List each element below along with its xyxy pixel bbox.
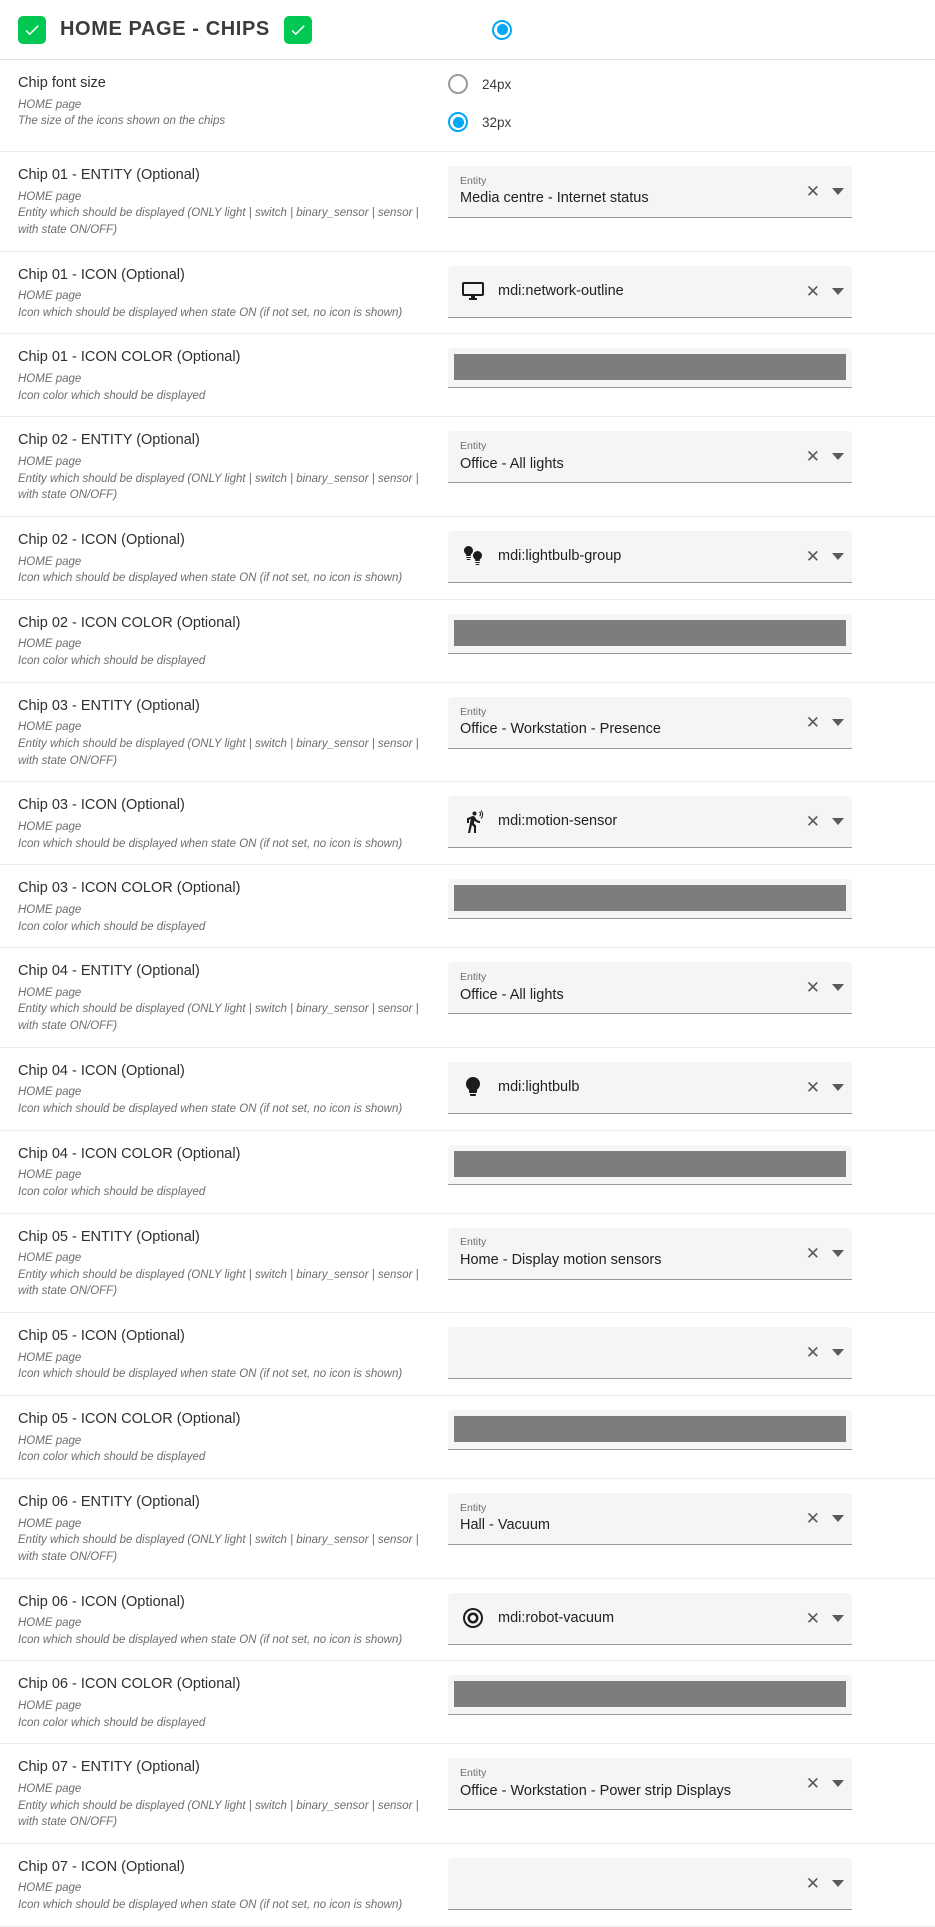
- row-description: Icon color which should be displayed: [18, 920, 206, 933]
- row-control: [448, 429, 917, 483]
- icon-select-field[interactable]: [448, 796, 852, 848]
- field-text: [460, 1502, 796, 1535]
- row-title: Chip 03 - ENTITY (Optional): [18, 697, 200, 714]
- chip-font-size-row: [0, 60, 935, 152]
- entity-row: [0, 152, 935, 252]
- header-checkbox-right[interactable]: [284, 16, 312, 44]
- clear-icon[interactable]: ✕: [805, 1243, 820, 1263]
- row-page: HOME page: [18, 1617, 82, 1630]
- icon-color-row: [0, 1396, 935, 1479]
- color-swatch[interactable]: [454, 1681, 846, 1707]
- row-page: HOME page: [18, 555, 82, 568]
- chip-font-size-title: Chip font size: [18, 75, 106, 91]
- field-floating-label: Entity: [460, 1236, 487, 1249]
- icon-row: [0, 1313, 935, 1396]
- row-control: [448, 612, 917, 654]
- row-description: Icon color which should be displayed: [18, 1451, 206, 1464]
- row-control: [448, 794, 917, 848]
- settings-rows: [0, 152, 935, 1927]
- row-description: Entity which should be displayed (ONLY light | switch | binary_sensor | sensor | with state ON/OFF): [18, 1534, 419, 1563]
- row-page: HOME page: [18, 455, 82, 468]
- icon-color-row: [0, 1661, 935, 1744]
- row-page: HOME page: [18, 373, 82, 386]
- icon-color-row: [0, 865, 935, 948]
- row-page: HOME page: [18, 1882, 82, 1895]
- field-value[interactable]: Media centre - Internet status: [460, 190, 649, 207]
- field-value[interactable]: mdi:network-outline: [498, 282, 624, 299]
- entity-select-field[interactable]: [448, 962, 852, 1014]
- row-control: [448, 1673, 917, 1715]
- clear-icon[interactable]: ✕: [805, 447, 820, 467]
- page-header: [0, 0, 935, 60]
- row-page: HOME page: [18, 638, 82, 651]
- radio-24px-label: 24px: [482, 76, 512, 92]
- row-description: Icon color which should be displayed: [18, 1716, 206, 1729]
- row-title: Chip 04 - ENTITY (Optional): [18, 963, 200, 980]
- row-page: HOME page: [18, 1086, 82, 1099]
- row-labels: [18, 1226, 448, 1301]
- entity-row: [0, 1744, 935, 1844]
- field-floating-label: Entity: [460, 174, 487, 187]
- no-icon-placeholder: [460, 1340, 486, 1366]
- entity-row: [0, 948, 935, 1048]
- icon-color-row: [0, 600, 935, 683]
- chevron-down-icon[interactable]: [832, 1615, 844, 1622]
- row-title: Chip 07 - ENTITY (Optional): [18, 1759, 200, 1776]
- vacuum-icon: [460, 1605, 486, 1631]
- radio-32px[interactable]: [448, 112, 468, 132]
- field-actions: [796, 1775, 844, 1792]
- clear-icon[interactable]: ✕: [805, 281, 820, 301]
- row-description: Icon which should be displayed when state ON (if not set, no icon is shown): [18, 1102, 403, 1115]
- header-left-group: [18, 16, 478, 44]
- row-labels: [18, 877, 448, 935]
- row-labels: [18, 960, 448, 1035]
- color-picker-field[interactable]: [448, 1145, 852, 1185]
- row-control: [448, 164, 917, 218]
- icon-row: [0, 517, 935, 600]
- font-size-option-24[interactable]: [448, 74, 917, 94]
- field-value[interactable]: Home - Display motion sensors: [460, 1251, 662, 1268]
- row-control: [448, 695, 917, 749]
- chevron-down-icon[interactable]: [832, 1084, 844, 1091]
- row-labels: [18, 1060, 448, 1118]
- chevron-down-icon[interactable]: [832, 1780, 844, 1787]
- chip-font-size-labels: [18, 72, 448, 130]
- field-text: [460, 440, 796, 473]
- row-labels: [18, 794, 448, 852]
- row-title: Chip 05 - ENTITY (Optional): [18, 1228, 200, 1245]
- color-picker-field[interactable]: [448, 879, 852, 919]
- icon-select-field[interactable]: [448, 266, 852, 318]
- field-floating-label: Entity: [460, 705, 487, 718]
- chevron-down-icon[interactable]: [832, 288, 844, 295]
- color-picker-field[interactable]: [448, 614, 852, 654]
- font-size-option-32[interactable]: [448, 112, 917, 132]
- row-labels: [18, 1408, 448, 1466]
- row-labels: [18, 1591, 448, 1649]
- color-swatch[interactable]: [454, 620, 846, 646]
- header-right-group: [478, 20, 512, 40]
- field-value[interactable]: mdi:lightbulb-group: [498, 548, 622, 565]
- chevron-down-icon[interactable]: [832, 1250, 844, 1257]
- color-swatch[interactable]: [454, 1151, 846, 1177]
- chevron-down-icon[interactable]: [832, 553, 844, 560]
- row-description: Entity which should be displayed (ONLY light | switch | binary_sensor | sensor | with state ON/OFF): [18, 1003, 419, 1033]
- row-control: [448, 346, 917, 388]
- clear-icon[interactable]: ✕: [805, 1343, 820, 1363]
- entity-row: [0, 683, 935, 783]
- row-description: Icon color which should be displayed: [18, 655, 206, 668]
- field-text: [460, 971, 796, 1004]
- entity-select-field[interactable]: [448, 1228, 852, 1280]
- icon-row: [0, 1579, 935, 1662]
- row-description: Icon which should be displayed when state ON (if not set, no icon is shown): [18, 1368, 403, 1381]
- field-text: [460, 706, 796, 739]
- field-actions: [796, 548, 844, 565]
- row-title: Chip 03 - ICON (Optional): [18, 797, 185, 814]
- field-text: [498, 547, 796, 566]
- row-labels: [18, 264, 448, 322]
- field-value[interactable]: mdi:robot-vacuum: [498, 1609, 615, 1626]
- field-text: [460, 175, 796, 208]
- row-title: Chip 02 - ENTITY (Optional): [18, 432, 200, 449]
- row-control: [448, 1756, 917, 1810]
- clear-icon[interactable]: ✕: [805, 812, 820, 832]
- row-labels: [18, 429, 448, 504]
- field-actions: [796, 1510, 844, 1527]
- row-title: Chip 01 - ICON COLOR (Optional): [18, 349, 241, 366]
- chevron-down-icon[interactable]: [832, 984, 844, 991]
- row-labels: [18, 1325, 448, 1383]
- icon-select-field[interactable]: [448, 1327, 852, 1379]
- row-description: Icon which should be displayed when state ON (if not set, no icon is shown): [18, 837, 403, 850]
- field-actions: [796, 714, 844, 731]
- field-floating-label: Entity: [460, 1767, 487, 1780]
- row-labels: [18, 529, 448, 587]
- row-labels: [18, 346, 448, 404]
- row-control: [448, 1408, 917, 1450]
- row-description: Entity which should be displayed (ONLY light | switch | binary_sensor | sensor | with state ON/OFF): [18, 472, 419, 502]
- chevron-down-icon[interactable]: [832, 1515, 844, 1522]
- field-actions: [796, 1875, 844, 1892]
- row-page: HOME page: [18, 1169, 82, 1182]
- field-actions: [796, 1079, 844, 1096]
- row-page: HOME page: [18, 1700, 82, 1712]
- chip-font-size-desc: The size of the icons shown on the chips: [18, 115, 226, 128]
- chevron-down-icon[interactable]: [832, 188, 844, 195]
- field-floating-label: Entity: [460, 970, 487, 983]
- row-title: Chip 01 - ICON (Optional): [18, 266, 185, 283]
- field-actions: [796, 283, 844, 300]
- field-value[interactable]: Hall - Vacuum: [460, 1517, 550, 1534]
- field-actions: [796, 183, 844, 200]
- row-labels: [18, 612, 448, 670]
- chevron-down-icon[interactable]: [832, 818, 844, 825]
- row-description: Icon which should be displayed when state ON (if not set, no icon is shown): [18, 1899, 403, 1912]
- color-picker-field[interactable]: [448, 1675, 852, 1715]
- entity-select-field[interactable]: [448, 431, 852, 483]
- chevron-down-icon[interactable]: [832, 1349, 844, 1356]
- icon-color-row: [0, 1131, 935, 1214]
- row-description: Icon which should be displayed when state ON (if not set, no icon is shown): [18, 1633, 403, 1646]
- field-actions: [796, 1610, 844, 1627]
- row-description: Entity which should be displayed (ONLY light | switch | binary_sensor | sensor | with state ON/OFF): [18, 738, 419, 767]
- entity-select-field[interactable]: [448, 166, 852, 218]
- entity-select-field[interactable]: [448, 697, 852, 749]
- icon-color-row: [0, 334, 935, 417]
- row-labels: [18, 1856, 448, 1914]
- row-description: Icon which should be displayed when state ON (if not set, no icon is shown): [18, 572, 403, 585]
- radio-24px[interactable]: [448, 74, 468, 94]
- field-text: [460, 1767, 796, 1800]
- row-labels: [18, 1756, 448, 1831]
- row-page: HOME page: [18, 721, 82, 734]
- row-page: HOME page: [18, 903, 82, 916]
- row-control: [448, 960, 917, 1014]
- row-page: HOME page: [18, 1782, 82, 1795]
- field-actions: [796, 813, 844, 830]
- entity-row: [0, 1214, 935, 1314]
- field-text: [498, 1609, 796, 1628]
- chip-font-size-page: HOME page: [18, 98, 82, 111]
- entity-row: [0, 417, 935, 517]
- icon-select-field[interactable]: [448, 531, 852, 583]
- color-swatch[interactable]: [454, 885, 846, 911]
- icon-row: [0, 782, 935, 865]
- row-title: Chip 05 - ICON COLOR (Optional): [18, 1411, 241, 1428]
- icon-row: [0, 252, 935, 335]
- row-title: Chip 06 - ICON (Optional): [18, 1593, 185, 1610]
- field-value[interactable]: mdi:lightbulb: [498, 1078, 580, 1095]
- row-control: [448, 1060, 917, 1114]
- color-picker-field[interactable]: [448, 348, 852, 388]
- clear-icon[interactable]: ✕: [805, 546, 820, 566]
- row-description: Icon color which should be displayed: [18, 1185, 206, 1198]
- page-title: HOME PAGE - CHIPS: [60, 18, 270, 40]
- row-page: HOME page: [18, 1351, 82, 1364]
- row-description: Entity which should be displayed (ONLY light | switch | binary_sensor | sensor | with state ON/OFF): [18, 1268, 419, 1298]
- row-description: Icon color which should be displayed: [18, 389, 206, 402]
- row-title: Chip 01 - ENTITY (Optional): [18, 167, 200, 183]
- color-swatch[interactable]: [454, 354, 846, 380]
- row-title: Chip 06 - ICON COLOR (Optional): [18, 1676, 241, 1693]
- row-title: Chip 07 - ICON (Optional): [18, 1858, 185, 1875]
- row-title: Chip 06 - ENTITY (Optional): [18, 1493, 200, 1510]
- clear-icon[interactable]: ✕: [805, 1508, 820, 1528]
- clear-icon[interactable]: ✕: [805, 1077, 820, 1097]
- clear-icon[interactable]: ✕: [805, 1774, 820, 1794]
- row-page: HOME page: [18, 1434, 82, 1447]
- clear-icon[interactable]: ✕: [805, 1608, 820, 1628]
- row-labels: [18, 695, 448, 770]
- clear-icon[interactable]: ✕: [805, 182, 820, 201]
- field-text: [460, 1236, 796, 1269]
- row-control: [448, 1491, 917, 1545]
- field-value[interactable]: mdi:motion-sensor: [498, 813, 618, 830]
- row-title: Chip 04 - ICON (Optional): [18, 1062, 185, 1079]
- chevron-down-icon[interactable]: [832, 719, 844, 726]
- field-actions: [796, 979, 844, 996]
- row-page: HOME page: [18, 986, 82, 999]
- row-control: [448, 877, 917, 919]
- row-page: HOME page: [18, 1252, 82, 1265]
- clear-icon[interactable]: ✕: [805, 978, 820, 998]
- icon-select-field[interactable]: [448, 1593, 852, 1645]
- row-page: HOME page: [18, 290, 82, 303]
- no-icon-placeholder: [460, 1870, 486, 1896]
- field-text: [498, 1078, 796, 1097]
- clear-icon[interactable]: ✕: [805, 1873, 820, 1893]
- row-control: [448, 264, 917, 318]
- field-value[interactable]: Office - Workstation - Power strip Displays: [460, 1782, 732, 1799]
- row-page: HOME page: [18, 190, 82, 203]
- field-floating-label: Entity: [460, 440, 487, 453]
- header-checkbox-left[interactable]: [18, 16, 46, 44]
- row-control: [448, 1143, 917, 1185]
- row-labels: [18, 1673, 448, 1731]
- chevron-down-icon[interactable]: [832, 1880, 844, 1887]
- row-control: [448, 529, 917, 583]
- row-control: [448, 1325, 917, 1379]
- field-floating-label: Entity: [460, 1501, 487, 1514]
- entity-row: [0, 1479, 935, 1579]
- field-actions: [796, 1245, 844, 1262]
- radio-32px-label: 32px: [482, 114, 512, 130]
- field-value[interactable]: Office - All lights: [460, 986, 564, 1003]
- row-title: Chip 02 - ICON COLOR (Optional): [18, 614, 241, 631]
- row-title: Chip 04 - ICON COLOR (Optional): [18, 1145, 241, 1162]
- clear-icon[interactable]: ✕: [805, 712, 820, 732]
- row-title: Chip 02 - ICON (Optional): [18, 531, 185, 548]
- bulb-icon: [460, 1074, 486, 1100]
- row-description: Entity which should be displayed (ONLY light | switch | binary_sensor | sensor | with state ON/OFF): [18, 207, 419, 236]
- row-title: Chip 03 - ICON COLOR (Optional): [18, 880, 241, 897]
- row-page: HOME page: [18, 1517, 82, 1530]
- row-description: Icon which should be displayed when state ON (if not set, no icon is shown): [18, 306, 403, 319]
- row-labels: [18, 1143, 448, 1201]
- row-description: Entity which should be displayed (ONLY light | switch | binary_sensor | sensor | with state ON/OFF): [18, 1799, 419, 1829]
- bulb-group-icon: [460, 543, 486, 569]
- row-control: [448, 1591, 917, 1645]
- color-picker-field[interactable]: [448, 1410, 852, 1450]
- row-control: [448, 1226, 917, 1280]
- row-labels: [18, 164, 448, 239]
- entity-select-field[interactable]: [448, 1493, 852, 1545]
- motion-icon: [460, 809, 486, 835]
- icon-row: [0, 1844, 935, 1927]
- chevron-down-icon[interactable]: [832, 453, 844, 460]
- header-radio[interactable]: [492, 20, 512, 40]
- icon-row: [0, 1048, 935, 1131]
- field-value[interactable]: Office - Workstation - Presence: [460, 721, 661, 738]
- icon-select-field[interactable]: [448, 1858, 852, 1910]
- field-actions: [796, 448, 844, 465]
- row-control: [448, 1856, 917, 1910]
- icon-select-field[interactable]: [448, 1062, 852, 1114]
- color-swatch[interactable]: [454, 1416, 846, 1442]
- monitor-icon: [460, 278, 486, 304]
- row-labels: [18, 1491, 448, 1566]
- row-title: Chip 05 - ICON (Optional): [18, 1328, 185, 1345]
- row-page: HOME page: [18, 820, 82, 833]
- field-text: [498, 812, 796, 831]
- entity-select-field[interactable]: [448, 1758, 852, 1810]
- field-value[interactable]: Office - All lights: [460, 455, 564, 472]
- field-text: [498, 282, 796, 301]
- field-actions: [796, 1344, 844, 1361]
- chip-font-size-options: [448, 72, 917, 132]
